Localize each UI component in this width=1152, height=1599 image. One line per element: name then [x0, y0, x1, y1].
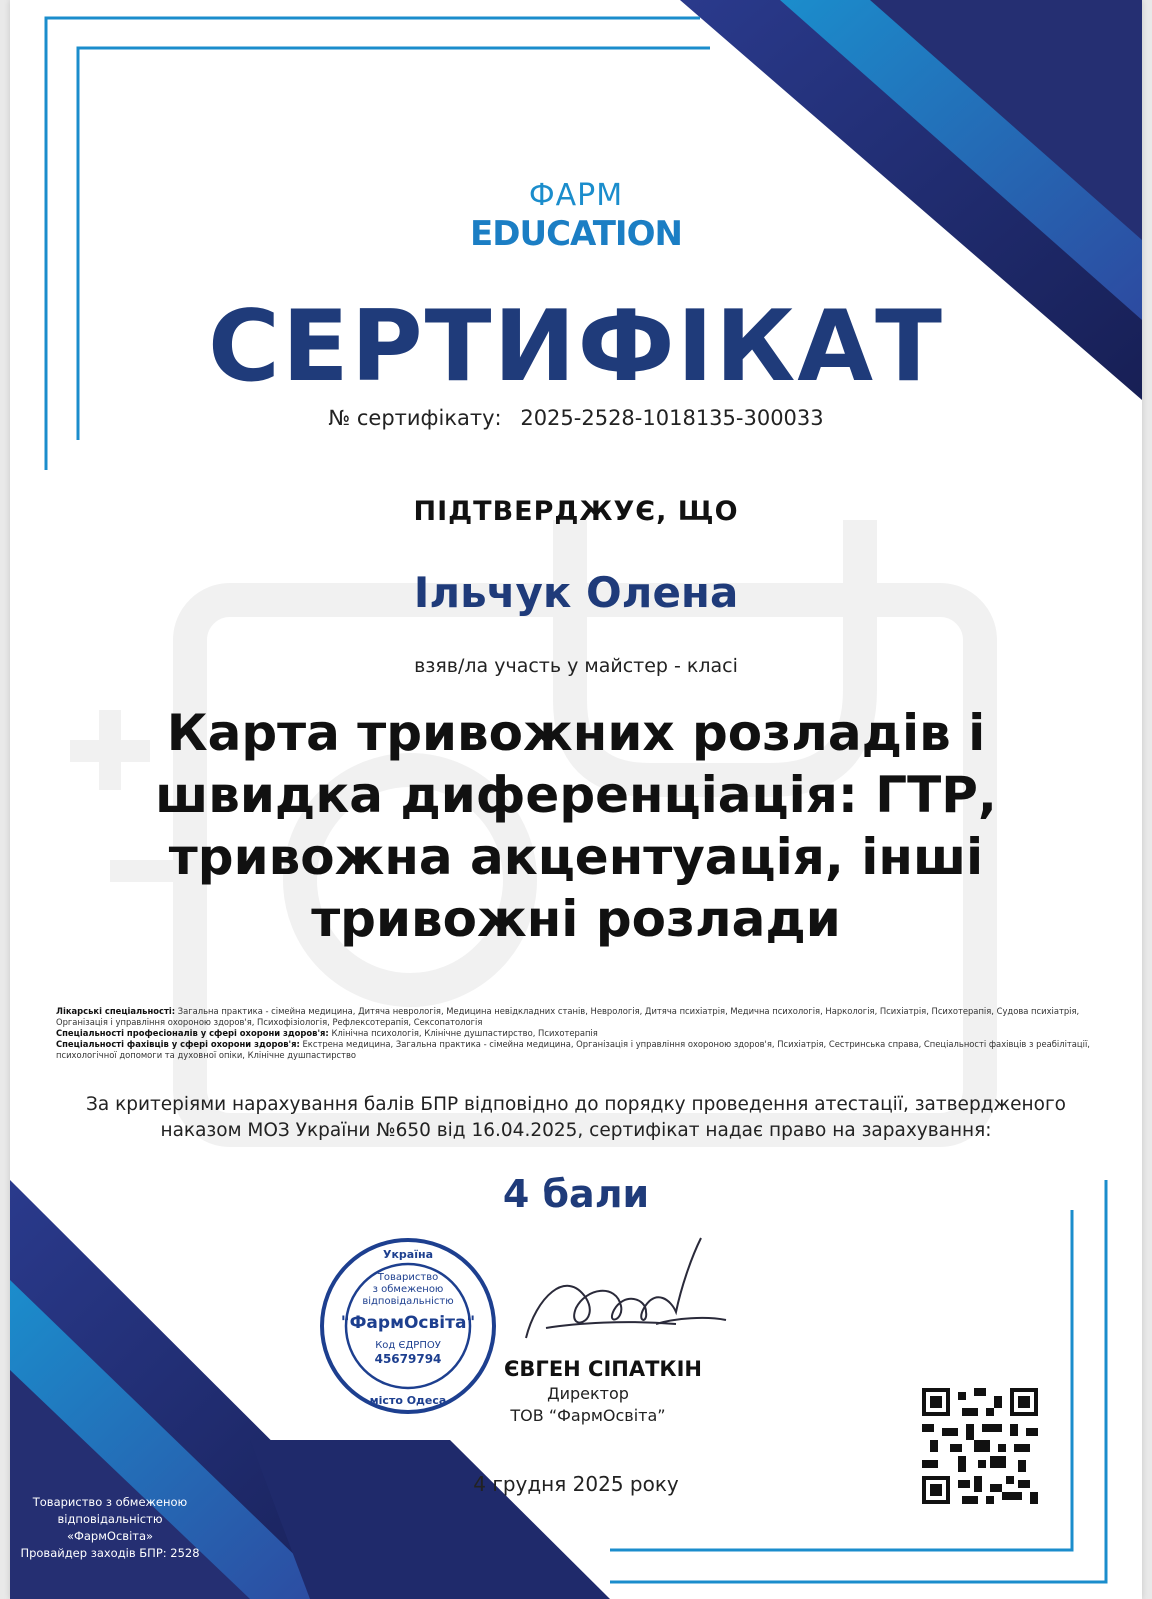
professional-specialties: [56, 1028, 1106, 1039]
specialist-specialties-list: Екстрена медицина, Загальна практика - сімейна медицина, Організація і управління охороною здоров'я, Психіатрія, Сестринська справа, Спеціальності фахівців з реабілітації, психологічної допомоги та духовної опіки, Клінічне душпастирство: [56, 1039, 1090, 1060]
participation-text: взяв/ла участь у майстер - класі: [414, 655, 738, 677]
signer-name: ЄВГЕН СІПАТКІН: [504, 1357, 702, 1381]
signer-organization: ТОВ “ФармОсвіта”: [510, 1406, 666, 1425]
points-value: 4 бали: [502, 1172, 650, 1216]
specialties-block: [56, 1006, 1106, 1061]
svg-text:Україна: Україна: [382, 1248, 434, 1261]
svg-text:Товариство: Товариство: [377, 1272, 439, 1283]
issue-date: 4 грудня 2025 року: [473, 1472, 679, 1496]
doctor-specialties: [56, 1006, 1106, 1028]
certificate-number: [10, 406, 1142, 430]
certificate-page: [10, 0, 1142, 1599]
svg-text:45679794: 45679794: [374, 1352, 442, 1366]
certificate-title: СЕРТИФІКАТ: [207, 290, 944, 404]
signer-role: Директор: [547, 1384, 629, 1403]
footer-line-4: Провайдер заходів БПР: 2528: [20, 1546, 200, 1560]
recipient-name: Ільчук Олена: [413, 568, 739, 617]
svg-text:місто Одеса: місто Одеса: [369, 1394, 447, 1407]
specialist-specialties: [56, 1039, 1106, 1061]
company-stamp-icon: [318, 1236, 498, 1416]
certificate-number-label: № сертифікату:: [328, 406, 502, 430]
logo-farm-text: ФАРМ: [528, 178, 624, 213]
svg-text:відповідальністю: відповідальністю: [362, 1296, 454, 1307]
svg-text:з обмеженою: з обмеженою: [372, 1284, 444, 1295]
professional-specialties-label: Спеціальності професіоналів у сфері охорони здоров'я:: [56, 1028, 329, 1038]
footer-line-3: «ФармОсвіта»: [66, 1529, 154, 1543]
doctor-specialties-label: Лікарські спеціальності:: [56, 1006, 176, 1016]
svg-text:"ФармОсвіта": "ФармОсвіта": [340, 1313, 476, 1333]
footer-line-2: відповідальністю: [57, 1512, 163, 1526]
professional-specialties-list: Клінічна психологія, Клінічне душпастирство, Психотерапія: [331, 1028, 598, 1038]
certificate-number-value: 2025-2528-1018135-300033: [520, 406, 824, 430]
doctor-specialties-list: Загальна практика - сімейна медицина, Дитяча неврологія, Медицина невідкладних станів, Неврологія, Дитяча психіатрія, Медична психологія, Наркологія, Психіатрія, Психотерапія, Судова психіатрія, Організація і управління охороною здоров'я, Психофізіологія, Рефлексотерапія, Сексопатологія: [56, 1006, 1080, 1027]
logo-education-text: EDUCATION: [470, 214, 682, 254]
criteria-text: За критеріями нарахування балів БПР відповідно до порядку проведення атестації, затвердженого наказом МОЗ України №650 від 16.04.2025, сертифікат надає право на зарахування:: [86, 1094, 1066, 1141]
svg-text:Код ЄДРПОУ: Код ЄДРПОУ: [375, 1340, 441, 1351]
confirms-heading: ПІДТВЕРДЖУЄ, ЩО: [413, 496, 739, 527]
footer-line-1: Товариство з обмеженою: [32, 1495, 188, 1509]
director-signature-icon: [506, 1228, 736, 1368]
footer-organization: [10, 1494, 210, 1562]
course-title: Карта тривожних розладів і швидка диференціація: ГТР, тривожна акцентуація, інші тривожні розлади: [155, 704, 997, 948]
specialist-specialties-label: Спеціальності фахівців у сфері охорони здоров'я:: [56, 1039, 300, 1049]
